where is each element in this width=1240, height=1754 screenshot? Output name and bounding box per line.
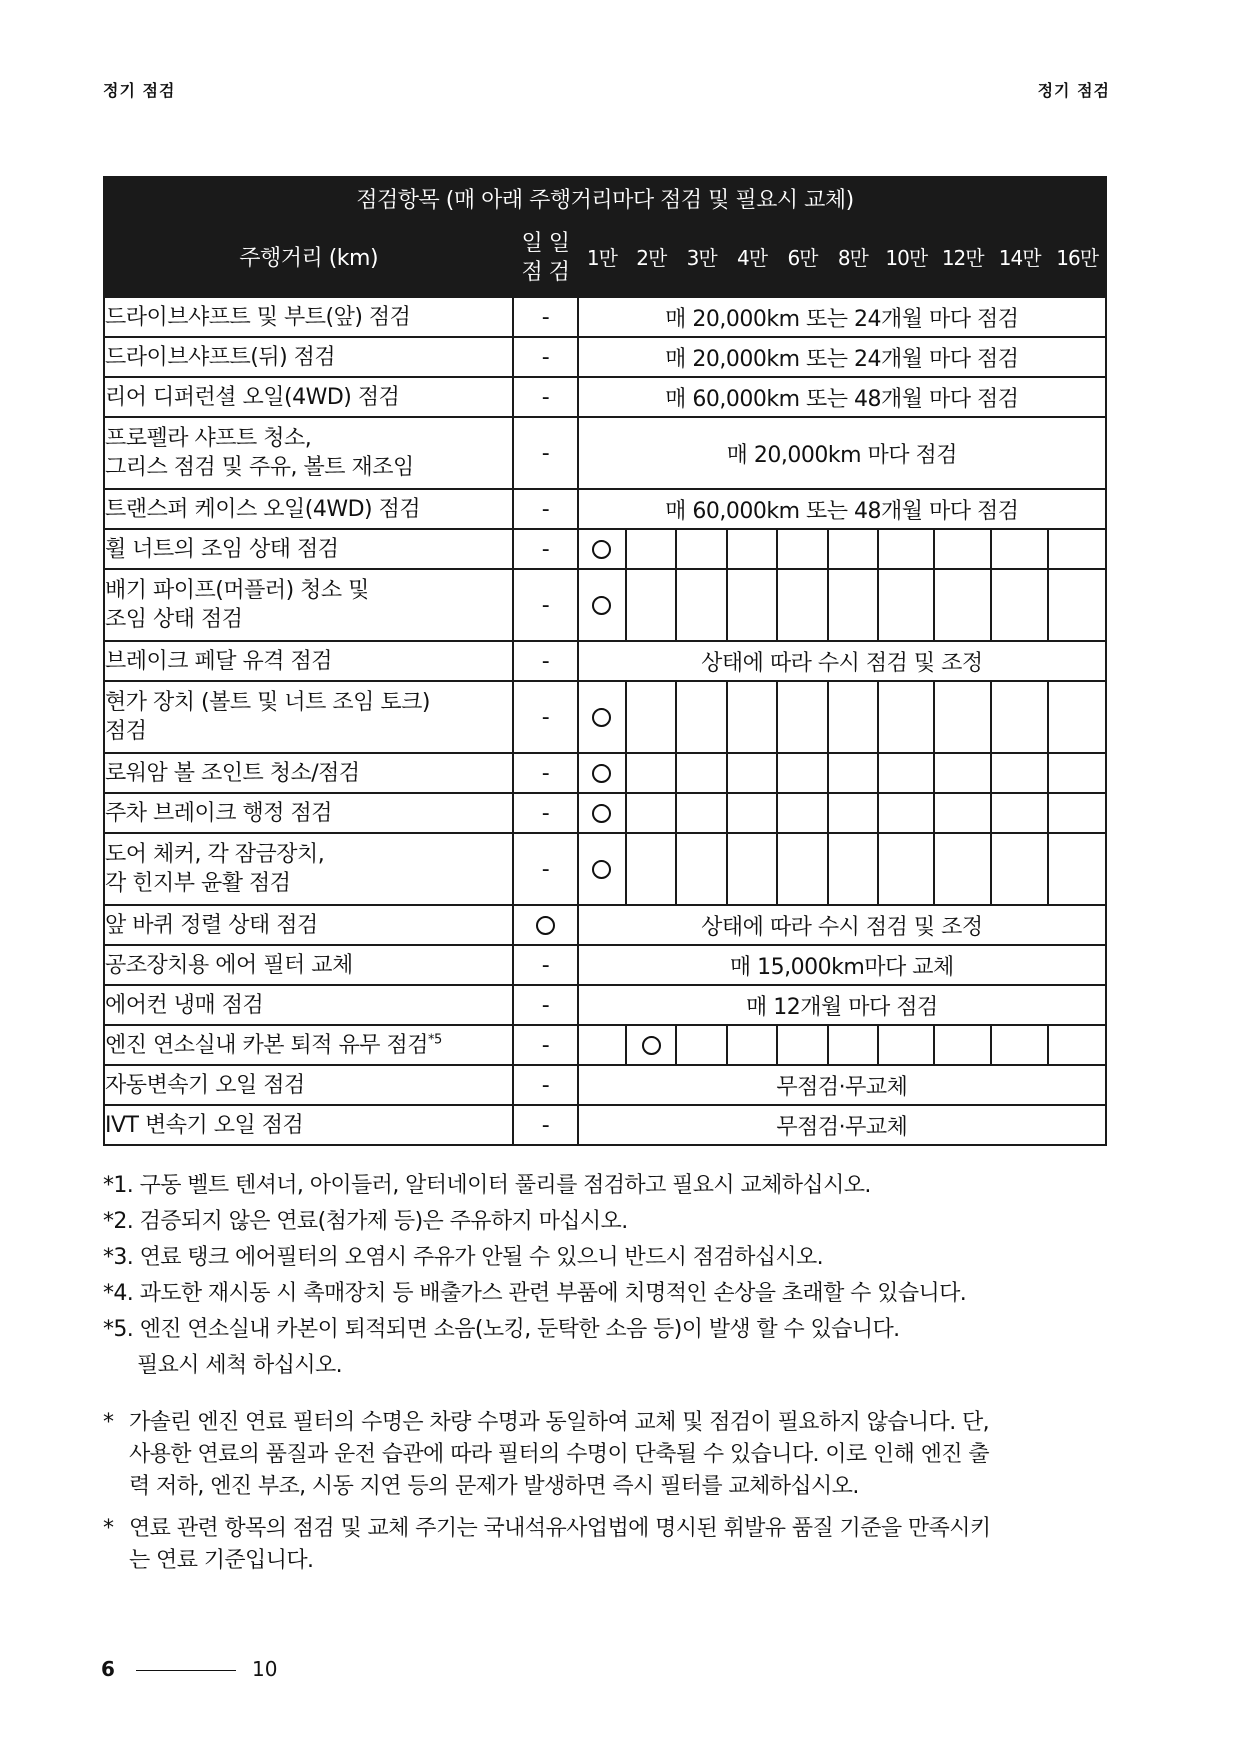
interval-cell	[1048, 793, 1106, 833]
item-label: 로워암 볼 조인트 청소/점검	[105, 760, 360, 786]
interval-header: 6만	[777, 219, 827, 297]
interval-cell	[676, 753, 726, 793]
table-row	[104, 641, 1106, 681]
interval-cell	[578, 793, 626, 833]
circle-mark-icon	[592, 804, 611, 823]
item-label: 브레이크 페달 유격 점검	[105, 648, 333, 674]
table-row	[104, 489, 1106, 529]
interval-description: 매 12개월 마다 점검	[578, 985, 1106, 1025]
inspection-item	[104, 297, 513, 337]
interval-cell	[828, 529, 878, 569]
interval-cell	[991, 793, 1048, 833]
table-row	[104, 753, 1106, 793]
daily-check-value: -	[513, 1065, 578, 1105]
item-label: IVT 변속기 오일 점검	[105, 1112, 304, 1138]
item-label: 엔진 연소실내 카본 퇴적 유무 점검	[105, 1032, 428, 1058]
item-label-line2: 그리스 점검 및 주유, 볼트 재조임	[105, 455, 414, 480]
item-label: 프로펠라 샤프트 청소,	[105, 426, 312, 451]
interval-cell	[676, 681, 726, 753]
daily-header-line1: 일 일	[521, 231, 570, 256]
asterisk-mark: *	[103, 1516, 114, 1541]
table-row	[104, 417, 1106, 489]
interval-cell	[934, 569, 990, 641]
daily-check-value: -	[513, 833, 578, 905]
interval-cell	[934, 753, 990, 793]
interval-cell	[878, 1025, 934, 1065]
interval-cell	[878, 569, 934, 641]
interval-header: 2만	[626, 219, 676, 297]
circle-mark-icon	[536, 916, 555, 935]
item-label: 휠 너트의 조임 상태 점검	[105, 536, 339, 562]
general-note-1-line1: 가솔린 엔진 연료 필터의 수명은 차량 수명과 동일하여 교체 및 점검이 필요하지 않습니다. 단,	[129, 1410, 990, 1435]
circle-mark-icon	[592, 540, 611, 559]
interval-cell	[676, 1025, 726, 1065]
interval-cell	[626, 569, 676, 641]
inspection-item	[104, 377, 513, 417]
table-row	[104, 793, 1106, 833]
interval-description: 매 20,000km 또는 24개월 마다 점검	[578, 337, 1106, 377]
table-row	[104, 1065, 1106, 1105]
interval-description: 무점검·무교체	[578, 1065, 1106, 1105]
inspection-item	[104, 681, 513, 753]
interval-cell	[1048, 681, 1106, 753]
inspection-item	[104, 337, 513, 377]
chapter-number: 10	[252, 1657, 278, 1681]
interval-cell	[878, 529, 934, 569]
general-note-1-line2: 사용한 연료의 품질과 운전 습관에 따라 필터의 수명이 단축될 수 있습니다. 이로 인해 엔진 출	[129, 1442, 990, 1467]
interval-cell	[777, 681, 827, 753]
page-number: 6	[101, 1657, 115, 1681]
interval-cell	[991, 681, 1048, 753]
interval-cell	[578, 681, 626, 753]
interval-header: 8만	[828, 219, 878, 297]
interval-cell	[1048, 1025, 1106, 1065]
table-row	[104, 1025, 1106, 1065]
interval-header: 3만	[676, 219, 726, 297]
interval-description: 상태에 따라 수시 점검 및 조정	[578, 641, 1106, 681]
item-label: 배기 파이프(머플러) 청소 및	[105, 578, 369, 603]
general-note-1-line3: 력 저하, 엔진 부조, 시동 지연 등의 문제가 발생하면 즉시 필터를 교체하십시오.	[129, 1474, 859, 1499]
daily-check-value: -	[513, 1025, 578, 1065]
interval-cell	[727, 793, 777, 833]
item-label: 주차 브레이크 행정 점검	[105, 800, 333, 826]
interval-cell	[1048, 529, 1106, 569]
interval-cell	[777, 753, 827, 793]
circle-mark-icon	[592, 860, 611, 879]
item-label: 도어 체커, 각 잠금장치,	[105, 842, 325, 867]
interval-cell	[727, 753, 777, 793]
footnote-1: *1. 구동 벨트 텐셔너, 아이들러, 알터네이터 풀리를 점검하고 필요시 교체하십시오.	[103, 1173, 871, 1198]
item-label: 공조장치용 에어 필터 교체	[105, 952, 353, 978]
daily-check-mark	[513, 905, 578, 945]
item-label: 리어 디퍼런셜 오일(4WD) 점검	[105, 384, 400, 410]
interval-cell	[991, 569, 1048, 641]
interval-cell	[578, 529, 626, 569]
footnote-3: *3. 연료 탱크 에어필터의 오염시 주유가 안될 수 있으니 반드시 점검하십시오.	[103, 1245, 824, 1270]
running-head-left: 정기 점검	[103, 81, 176, 100]
inspection-item	[104, 793, 513, 833]
daily-header-line2: 점 검	[521, 260, 570, 285]
interval-cell	[1048, 833, 1106, 905]
interval-cell	[878, 681, 934, 753]
inspection-item	[104, 489, 513, 529]
inspection-item	[104, 945, 513, 985]
interval-cell	[626, 1025, 676, 1065]
interval-cell	[828, 833, 878, 905]
daily-check-value: -	[513, 569, 578, 641]
interval-description: 무점검·무교체	[578, 1105, 1106, 1145]
interval-cell	[727, 681, 777, 753]
table-row	[104, 377, 1106, 417]
item-label: 드라이브샤프트 및 부트(앞) 점검	[105, 304, 411, 330]
item-label: 자동변속기 오일 점검	[105, 1072, 305, 1098]
footnote-ref: *5	[428, 1032, 442, 1048]
item-label: 트랜스퍼 케이스 오일(4WD) 점검	[105, 496, 421, 522]
general-note-2	[103, 1513, 1113, 1577]
daily-check-value: -	[513, 417, 578, 489]
daily-check-value: -	[513, 377, 578, 417]
interval-cell	[727, 1025, 777, 1065]
circle-mark-icon	[642, 1036, 661, 1055]
footnote-4: *4. 과도한 재시동 시 촉매장치 등 배출가스 관련 부품에 치명적인 손상을 초래할 수 있습니다.	[103, 1281, 967, 1306]
interval-cell	[991, 833, 1048, 905]
interval-cell	[727, 833, 777, 905]
inspection-item	[104, 529, 513, 569]
interval-cell	[991, 529, 1048, 569]
daily-check-value: -	[513, 297, 578, 337]
daily-check-value: -	[513, 985, 578, 1025]
interval-cell	[828, 1025, 878, 1065]
interval-cell	[727, 569, 777, 641]
interval-cell	[578, 569, 626, 641]
table-row	[104, 569, 1106, 641]
table-row	[104, 833, 1106, 905]
interval-cell	[676, 793, 726, 833]
interval-cell	[934, 793, 990, 833]
interval-cell	[626, 833, 676, 905]
inspection-item	[104, 905, 513, 945]
interval-cell	[828, 569, 878, 641]
interval-cell	[777, 569, 827, 641]
interval-description: 매 15,000km마다 교체	[578, 945, 1106, 985]
general-note-1	[103, 1407, 1113, 1503]
interval-cell	[934, 529, 990, 569]
inspection-item	[104, 641, 513, 681]
daily-check-value: -	[513, 945, 578, 985]
interval-cell	[828, 793, 878, 833]
table-body	[104, 297, 1106, 1145]
table-row	[104, 337, 1106, 377]
table-row	[104, 905, 1106, 945]
interval-cell	[626, 793, 676, 833]
item-label: 에어컨 냉매 점검	[105, 992, 264, 1018]
footnote-5-line2: 필요시 세척 하십시오.	[137, 1353, 343, 1378]
daily-check-value: -	[513, 1105, 578, 1145]
inspection-item	[104, 753, 513, 793]
general-notes	[103, 1407, 1113, 1587]
distance-header: 주행거리 (km)	[104, 219, 513, 297]
item-label: 앞 바퀴 정렬 상태 점검	[105, 912, 318, 938]
interval-cell	[676, 529, 726, 569]
interval-header: 14만	[991, 219, 1048, 297]
interval-cell	[777, 833, 827, 905]
footnote-5: *5. 엔진 연소실내 카본이 퇴적되면 소음(노킹, 둔탁한 소음 등)이 발생 할 수 있습니다.	[103, 1317, 900, 1342]
interval-cell	[777, 529, 827, 569]
table-row	[104, 297, 1106, 337]
interval-cell	[1048, 569, 1106, 641]
daily-check-value: -	[513, 337, 578, 377]
interval-cell	[828, 753, 878, 793]
footer-rule	[136, 1670, 236, 1671]
inspection-item	[104, 1025, 513, 1065]
interval-header: 10만	[878, 219, 934, 297]
interval-header: 16만	[1048, 219, 1106, 297]
inspection-item	[104, 1065, 513, 1105]
asterisk-mark: *	[103, 1410, 114, 1435]
interval-description: 매 60,000km 또는 48개월 마다 점검	[578, 489, 1106, 529]
footnote-2: *2. 검증되지 않은 연료(첨가제 등)은 주유하지 마십시오.	[103, 1209, 628, 1234]
table-row	[104, 1105, 1106, 1145]
footnotes	[103, 1168, 1113, 1384]
daily-check-value: -	[513, 489, 578, 529]
interval-cell	[777, 1025, 827, 1065]
inspection-item	[104, 1105, 513, 1145]
daily-check-value: -	[513, 529, 578, 569]
interval-cell	[578, 833, 626, 905]
interval-description: 상태에 따라 수시 점검 및 조정	[578, 905, 1106, 945]
maintenance-schedule-table	[103, 176, 1107, 1146]
item-label-line2: 조임 상태 점검	[105, 607, 243, 632]
daily-check-header	[513, 219, 578, 297]
interval-cell	[878, 753, 934, 793]
inspection-item	[104, 417, 513, 489]
interval-cell	[676, 833, 726, 905]
interval-cell	[934, 833, 990, 905]
interval-cell	[878, 793, 934, 833]
item-label-line2: 각 힌지부 윤활 점검	[105, 871, 291, 896]
interval-description: 매 60,000km 또는 48개월 마다 점검	[578, 377, 1106, 417]
general-note-2-line2: 는 연료 기준입니다.	[129, 1548, 314, 1573]
interval-cell	[578, 1025, 626, 1065]
interval-cell	[991, 1025, 1048, 1065]
circle-mark-icon	[592, 764, 611, 783]
table-row	[104, 681, 1106, 753]
daily-check-value: -	[513, 753, 578, 793]
table-row	[104, 529, 1106, 569]
interval-description: 매 20,000km 마다 점검	[578, 417, 1106, 489]
interval-cell	[578, 753, 626, 793]
inspection-item	[104, 985, 513, 1025]
interval-cell	[626, 681, 676, 753]
interval-header: 12만	[934, 219, 990, 297]
item-label: 현가 장치 (볼트 및 너트 조임 토크)	[105, 690, 430, 715]
interval-cell	[727, 529, 777, 569]
table-row	[104, 985, 1106, 1025]
running-head-right: 정기 점검	[1037, 81, 1110, 100]
interval-header: 4만	[727, 219, 777, 297]
daily-check-value: -	[513, 641, 578, 681]
interval-cell	[828, 681, 878, 753]
interval-cell	[626, 529, 676, 569]
inspection-item	[104, 569, 513, 641]
interval-description: 매 20,000km 또는 24개월 마다 점검	[578, 297, 1106, 337]
table-row	[104, 945, 1106, 985]
circle-mark-icon	[592, 708, 611, 727]
circle-mark-icon	[592, 596, 611, 615]
interval-header: 1만	[578, 219, 626, 297]
interval-cell	[991, 753, 1048, 793]
interval-cell	[934, 1025, 990, 1065]
interval-cell	[777, 793, 827, 833]
interval-cell	[878, 833, 934, 905]
daily-check-value: -	[513, 681, 578, 753]
daily-check-value: -	[513, 793, 578, 833]
inspection-item	[104, 833, 513, 905]
item-label-line2: 점검	[105, 719, 147, 744]
interval-cell	[626, 753, 676, 793]
table-title: 점검항목 (매 아래 주행거리마다 점검 및 필요시 교체)	[104, 177, 1106, 219]
interval-cell	[934, 681, 990, 753]
general-note-2-line1: 연료 관련 항목의 점검 및 교체 주기는 국내석유사업법에 명시된 휘발유 품질 기준을 만족시키	[129, 1516, 991, 1541]
interval-cell	[1048, 753, 1106, 793]
item-label: 드라이브샤프트(뒤) 점검	[105, 344, 336, 370]
interval-cell	[676, 569, 726, 641]
